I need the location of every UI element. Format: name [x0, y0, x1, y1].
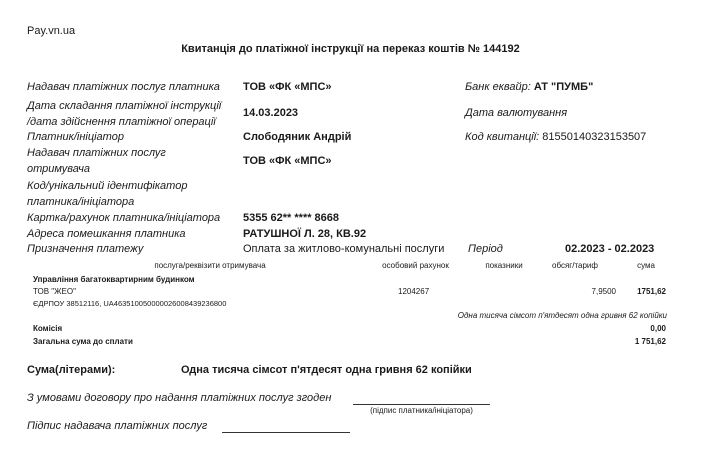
- address-value: РАТУШНОЇ Л. 28, КВ.92: [243, 228, 367, 240]
- col-header-tariff: обсяг/тариф: [552, 261, 598, 270]
- bank-label: Банк еквайр:: [465, 81, 531, 93]
- recipient-details: ЄДРПОУ 38512116, UA463510050000026008439236800: [33, 299, 227, 308]
- bank-acquirer: [465, 81, 593, 93]
- payer-id-label-1: Код/унікальний ідентифікатор: [27, 180, 188, 192]
- bank-value: АТ "ПУМБ": [533, 81, 594, 93]
- recipient-name-1: Управління багатоквартирним будинком: [33, 275, 195, 284]
- commission-value: 0,00: [650, 324, 666, 333]
- purpose-label: Призначення платежу: [27, 243, 144, 255]
- amount-words-small: Одна тисяча сімсот п'ятдесят одна гривня 62 копійки: [457, 311, 667, 320]
- payer-label: Платник/ініціатор: [27, 131, 124, 143]
- purpose-value: Оплата за житлово-комунальні послуги: [243, 243, 445, 255]
- payer-provider-label: Надавач платіжних послуг платника: [27, 81, 220, 93]
- payer-provider-value: ТОВ «ФК «МПС»: [243, 81, 332, 93]
- date-label-2: /дата здійснення платіжної операції: [27, 116, 216, 128]
- card-value: 5355 62** **** 8668: [243, 212, 340, 224]
- recipient-provider-label-1: Надавач платіжних послуг: [27, 147, 166, 159]
- amount-value: 1751,62: [637, 287, 666, 296]
- provider-signature-line: [222, 432, 350, 433]
- total-value: 1 751,62: [634, 337, 666, 346]
- period-label: Період: [468, 243, 503, 255]
- col-header-service: послуга/реквізити отримувача: [154, 261, 266, 270]
- sum-words-value: Одна тисяча сімсот п'ятдесят одна гривня 62 копійки: [181, 364, 472, 376]
- date-value: 14.03.2023: [243, 107, 299, 119]
- tariff-value: 7,9500: [591, 287, 616, 296]
- receipt-code: [465, 131, 646, 143]
- date-label-1: Дата складання платіжної інструкції: [27, 100, 222, 112]
- agreement-text: З умовами договору про надання платіжних послуг згоден: [27, 392, 332, 404]
- provider-signature-text: Підпис надавача платіжних послуг: [27, 420, 208, 432]
- receipt-code-label: Код квитанції:: [465, 131, 540, 143]
- recipient-provider-value: ТОВ «ФК «МПС»: [243, 155, 332, 167]
- payer-id-label-2: платника/ініціатора: [27, 196, 135, 208]
- account-value: 1204267: [398, 287, 430, 296]
- col-header-account: особовий рахунок: [382, 261, 449, 270]
- receipt-code-value: 81550140323153507: [542, 131, 647, 143]
- col-header-readings: показники: [485, 261, 523, 270]
- period-value: 02.2023 - 02.2023: [565, 243, 655, 255]
- payer-signature-line: [353, 404, 490, 405]
- address-label: Адреса помешкання платника: [27, 228, 186, 240]
- total-label: Загальна сума до сплати: [33, 337, 133, 346]
- site-name: Pay.vn.ua: [27, 25, 76, 37]
- value-date-label: Дата валютування: [465, 107, 568, 119]
- card-label: Картка/рахунок платника/ініціатора: [27, 212, 221, 224]
- recipient-name-2: ТОВ "ЖЕО": [33, 287, 76, 296]
- sum-words-label: Сума(літерами):: [27, 364, 116, 376]
- col-header-sum: сума: [637, 261, 655, 270]
- signature-caption: (підпис платника/ініціатора): [370, 406, 473, 415]
- payer-value: Слободяник Андрій: [243, 131, 352, 143]
- commission-label: Комісія: [33, 324, 63, 333]
- recipient-provider-label-2: отримувача: [27, 163, 91, 175]
- receipt-title: Квитанція до платіжної інструкції на переказ коштів № 144192: [181, 43, 520, 55]
